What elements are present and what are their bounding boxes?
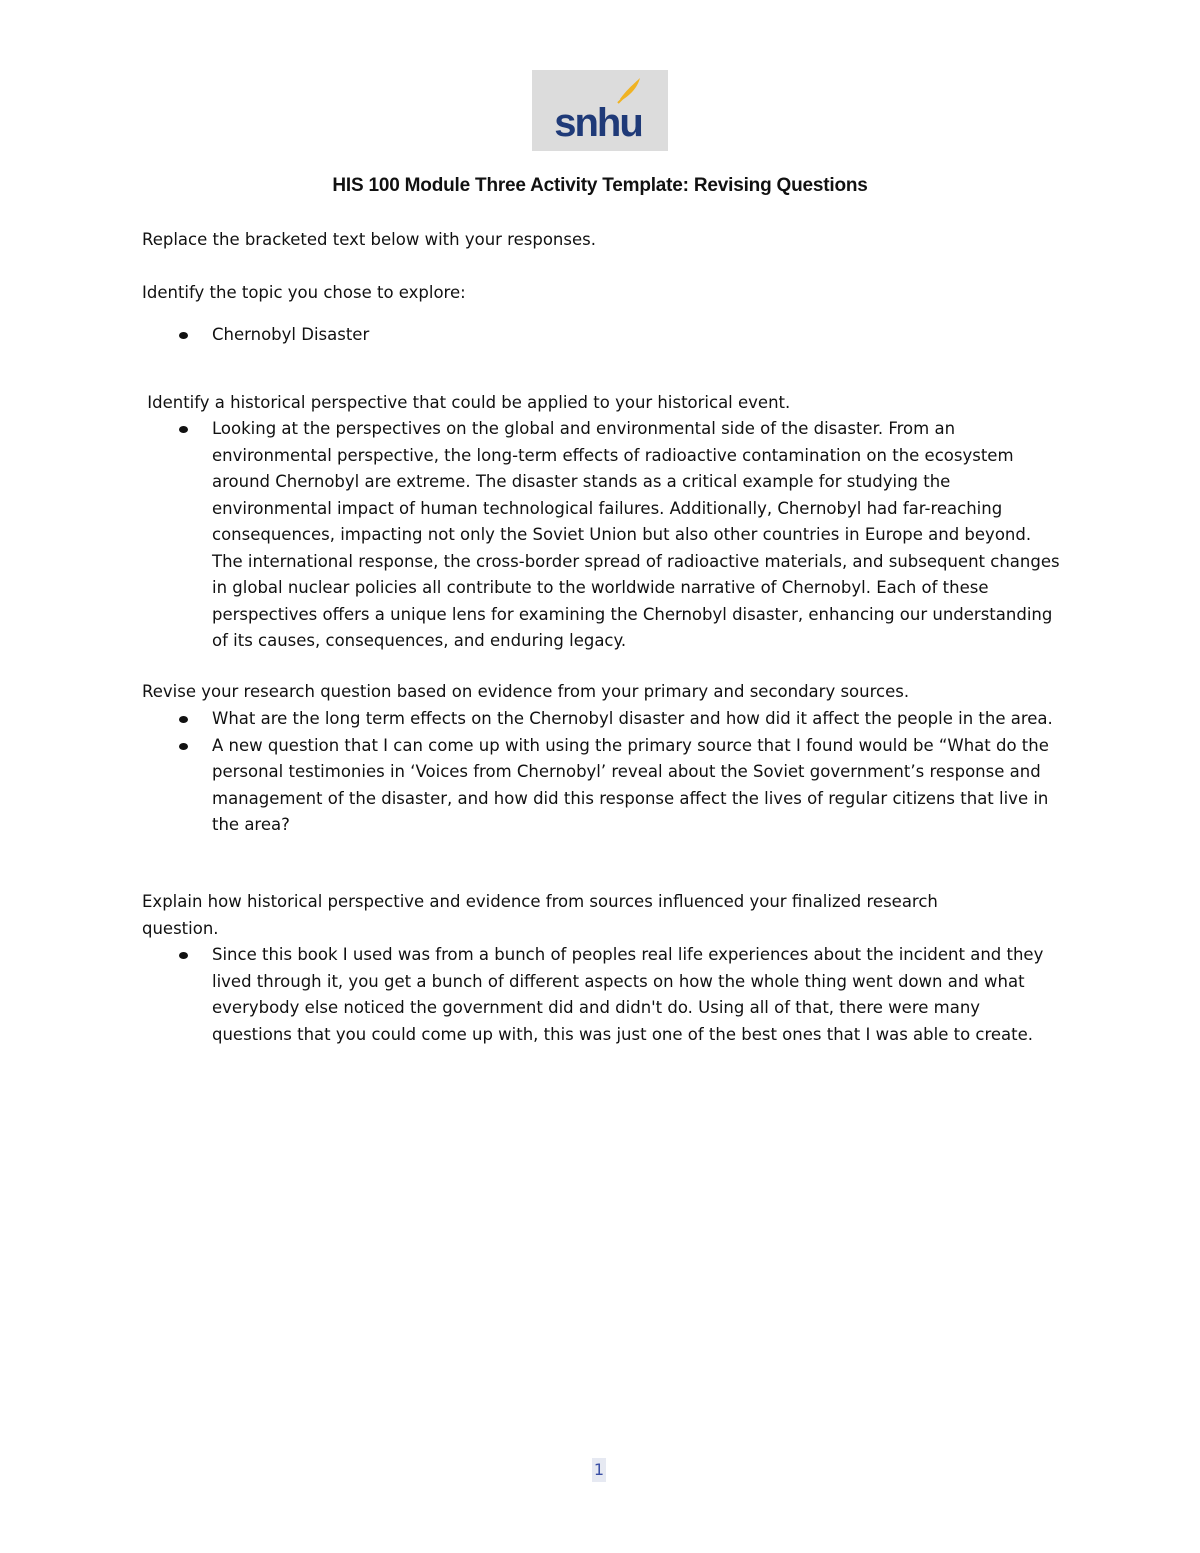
revise-answer-list bbox=[142, 706, 1062, 839]
page-number: 1 bbox=[592, 1458, 606, 1482]
bullet-icon bbox=[179, 332, 188, 339]
bullet-icon bbox=[179, 743, 188, 750]
explain-answer-list bbox=[142, 942, 1062, 1048]
answer-text: A new question that I can come up with using the primary source that I found would be “What do the personal testimonies in ‘Voices from Chernobyl’ reveal about the Soviet government’s response and management of the disaster, and how did this response affect the lives of regular citizens that live in the area? bbox=[212, 735, 1049, 834]
list-item bbox=[142, 322, 1062, 349]
answer-text: Since this book I used was from a bunch of peoples real life experiences about the incident and they lived through it, you get a bunch of different aspects on how the whole thing went down and what everybody else noticed the government did and didn't do. Using all of that, there were many questions that you could come up with, this was just one of the best ones that I was able to create. bbox=[212, 945, 1044, 1044]
perspective-answer-list bbox=[142, 416, 1062, 655]
snhu-logo bbox=[532, 70, 668, 151]
topic-prompt: Identify the topic you chose to explore: bbox=[142, 283, 466, 302]
answer-text: What are the long term effects on the Chernobyl disaster and how did it affect the people in the area. bbox=[212, 709, 1053, 728]
list-item bbox=[142, 416, 1062, 655]
answer-text: Looking at the perspectives on the global and environmental side of the disaster. From an environmental perspective, the long-term effects of radioactive contamination on the ecosystem around Chernobyl are extreme. The disaster stands as a critical example for studying the environmental impact of human technological failures. Additionally, Chernobyl had far-reaching consequences, impacting not only the Soviet Union but also other countries in Europe and beyond. The international response, the cross-border spread of radioactive materials, and subsequent changes in global nuclear policies all contribute to the worldwide narrative of Chernobyl. Each of these perspectives offers a unique lens for examining the Chernobyl disaster, enhancing our understanding of its causes, consequences, and enduring legacy. bbox=[212, 419, 1060, 650]
bullet-icon bbox=[179, 426, 188, 433]
svg-text:snhu: snhu bbox=[554, 101, 642, 145]
instructions-text: Replace the bracketed text below with your responses. bbox=[142, 230, 596, 249]
answer-text: Chernobyl Disaster bbox=[212, 325, 370, 344]
snhu-logo-graphic bbox=[532, 70, 668, 151]
topic-answer-list bbox=[142, 322, 1062, 349]
explain-prompt: Explain how historical perspective and evidence from sources influenced your finalized research question. bbox=[142, 892, 938, 938]
revise-prompt: Revise your research question based on evidence from your primary and secondary sources. bbox=[142, 682, 910, 701]
list-item bbox=[142, 942, 1062, 1048]
bullet-icon bbox=[179, 716, 188, 723]
document-title: HIS 100 Module Three Activity Template: Revising Questions bbox=[332, 175, 868, 196]
list-item bbox=[142, 733, 1062, 839]
bullet-icon bbox=[179, 952, 188, 959]
perspective-prompt: Identify a historical perspective that could be applied to your historical event. bbox=[142, 393, 791, 412]
list-item bbox=[142, 706, 1062, 733]
